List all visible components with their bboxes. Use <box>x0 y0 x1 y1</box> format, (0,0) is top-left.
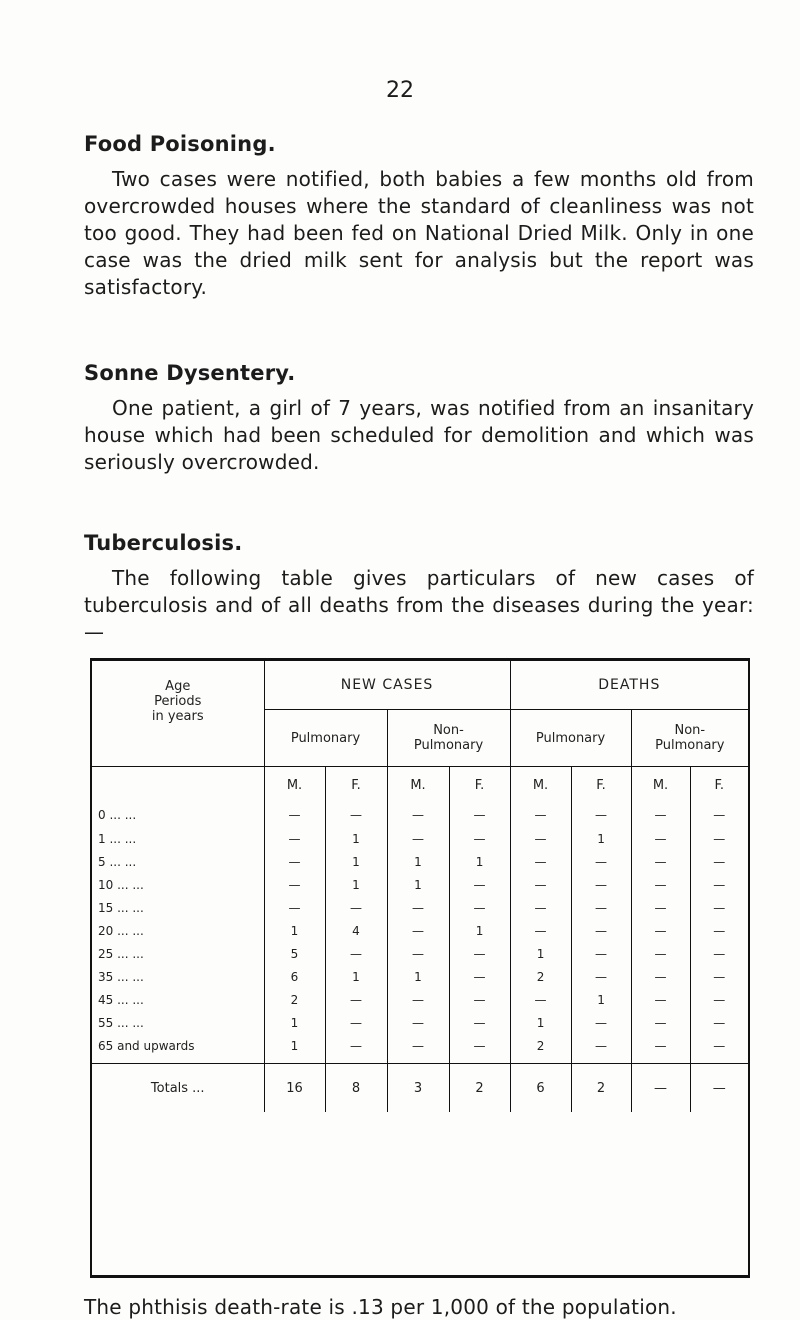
table-row <box>92 942 748 965</box>
deaths-header: DEATHS <box>510 661 748 710</box>
table-cell: — <box>631 850 690 873</box>
table-cell: — <box>449 965 510 988</box>
total-cell: 2 <box>571 1064 631 1113</box>
table-cell: — <box>631 896 690 919</box>
table-cell: — <box>713 969 726 984</box>
table-cell: — <box>713 1015 726 1030</box>
new-non-pulmonary-line-2: Pulmonary <box>413 738 484 753</box>
table-cell: — <box>449 942 510 965</box>
table-cell: — <box>713 992 726 1007</box>
table-cell: — <box>571 919 631 942</box>
table-cell: — <box>713 1038 726 1053</box>
phthisis-death-rate-note: The phthisis death-rate is .13 per 1,000 of the population. <box>84 1295 677 1319</box>
table-cell: — <box>325 803 387 827</box>
table-cell: — <box>325 1011 387 1034</box>
deaths-non-pulmonary-line-1: Non- <box>674 723 706 738</box>
table-cell: — <box>387 1034 449 1064</box>
table-cell: — <box>264 827 325 850</box>
table-cell: 1 <box>264 1011 325 1034</box>
table-cell: — <box>264 896 325 919</box>
table-cell: 1 <box>325 873 387 896</box>
table-row <box>92 965 748 988</box>
age-period-cell: 45 ... ... <box>92 988 264 1011</box>
total-cell: 16 <box>264 1064 325 1113</box>
age-period-cell: 65 and upwards <box>92 1034 264 1064</box>
new-non-pulmonary-line-1: Non- <box>433 723 464 738</box>
table-cell: — <box>713 831 726 846</box>
table-cell: — <box>325 1034 387 1064</box>
table-cell: — <box>631 988 690 1011</box>
total-cell: — <box>690 1064 748 1113</box>
table-cell: 2 <box>264 988 325 1011</box>
age-blank-cell <box>92 767 264 804</box>
table-cell: — <box>631 965 690 988</box>
table-cell: 1 <box>387 965 449 988</box>
age-period-cell: 5 ... ... <box>92 850 264 873</box>
table-cell: — <box>449 827 510 850</box>
table-cell: — <box>449 1011 510 1034</box>
age-header-line-3: in years <box>151 709 204 724</box>
total-cell: 6 <box>510 1064 571 1113</box>
table-cell: — <box>387 1011 449 1034</box>
table-cell: 1 <box>387 850 449 873</box>
table-cell: — <box>571 803 631 827</box>
table-cell: — <box>571 965 631 988</box>
table-cell: — <box>571 1011 631 1034</box>
table-cell: 4 <box>325 919 387 942</box>
table-cell: — <box>449 803 510 827</box>
table-cell: — <box>571 873 631 896</box>
sex-f-header: F. <box>690 767 748 804</box>
table-cell: 1 <box>325 827 387 850</box>
table-cell: 1 <box>264 919 325 942</box>
table-cell: — <box>325 988 387 1011</box>
tuberculosis-heading: Tuberculosis. <box>84 531 243 555</box>
table-cell: 1 <box>510 1011 571 1034</box>
table-cell: 2 <box>510 965 571 988</box>
page-number: 22 <box>386 78 414 103</box>
table-cell: — <box>510 873 571 896</box>
table-cell: — <box>449 873 510 896</box>
table-cell: — <box>713 900 726 915</box>
table-row <box>92 896 748 919</box>
table-cell: — <box>631 827 690 850</box>
table-cell: 1 <box>325 850 387 873</box>
table-cell: 6 <box>264 965 325 988</box>
table-cell: — <box>631 942 690 965</box>
age-period-cell: 10 ... ... <box>92 873 264 896</box>
age-period-cell: 35 ... ... <box>92 965 264 988</box>
table-cell: — <box>387 896 449 919</box>
tuberculosis-table <box>90 658 750 1278</box>
sex-f-header: F. <box>449 767 510 804</box>
sex-m-header: M. <box>631 767 690 804</box>
age-period-cell: 15 ... ... <box>92 896 264 919</box>
table-row <box>92 827 748 850</box>
table-cell: — <box>325 896 387 919</box>
sonne-dysentery-heading: Sonne Dysentery. <box>84 361 296 385</box>
total-cell: 8 <box>325 1064 387 1113</box>
table-cell: — <box>510 803 571 827</box>
table-cell: — <box>387 803 449 827</box>
new-pulmonary-header: Pulmonary <box>264 710 387 767</box>
table-row <box>92 919 748 942</box>
total-cell: 2 <box>449 1064 510 1113</box>
table-cell: — <box>449 1034 510 1064</box>
table-cell: — <box>571 942 631 965</box>
table-cell: 1 <box>449 919 510 942</box>
sex-f-header: F. <box>571 767 631 804</box>
new-non-pulmonary-header <box>387 710 510 767</box>
table-cell: — <box>631 873 690 896</box>
totals-label: Totals ... <box>92 1064 264 1113</box>
table-row <box>92 873 748 896</box>
deaths-non-pulmonary-header <box>631 710 748 767</box>
table-cell: 1 <box>264 1034 325 1064</box>
age-period-cell: 0 ... ... <box>92 803 264 827</box>
table-cell: — <box>571 850 631 873</box>
table-cell: 1 <box>510 942 571 965</box>
tuberculosis-section <box>84 531 754 646</box>
table-row <box>92 803 748 827</box>
table-cell: 2 <box>510 1034 571 1064</box>
table-cell: 1 <box>571 827 631 850</box>
total-cell: — <box>631 1064 690 1113</box>
table-cell: 1 <box>449 850 510 873</box>
table-cell: — <box>510 896 571 919</box>
table-cell: — <box>387 942 449 965</box>
table-cell: — <box>325 942 387 965</box>
table-row <box>92 1011 748 1034</box>
table-row <box>92 1034 748 1064</box>
sex-m-header: M. <box>510 767 571 804</box>
table-cell: — <box>631 803 690 827</box>
table-row <box>92 988 748 1011</box>
age-period-cell: 20 ... ... <box>92 919 264 942</box>
sex-header-row <box>92 767 748 804</box>
table-cell: — <box>631 919 690 942</box>
table-cell: — <box>510 850 571 873</box>
table-cell: — <box>510 988 571 1011</box>
totals-row <box>92 1064 748 1113</box>
table-cell: — <box>571 1034 631 1064</box>
table-cell: — <box>264 873 325 896</box>
sex-m-header: M. <box>264 767 325 804</box>
food-poisoning-paragraph: Two cases were notified, both babies a few months old from overcrowded houses where the standard of cleanliness was not too good. They had been fed on National Dried Milk. Only in one case was the dried milk sent for analysis but the report was satisfactory. <box>84 167 754 299</box>
table-cell: 1 <box>325 965 387 988</box>
table-row <box>92 850 748 873</box>
table-cell: 1 <box>387 873 449 896</box>
table-cell: — <box>631 1034 690 1064</box>
table-cell: — <box>713 808 726 822</box>
age-period-cell: 55 ... ... <box>92 1011 264 1034</box>
table-cell: — <box>264 850 325 873</box>
total-cell: 3 <box>387 1064 449 1113</box>
new-cases-header: NEW CASES <box>264 661 510 710</box>
table-cell: — <box>449 988 510 1011</box>
table-cell: — <box>713 923 726 938</box>
age-header-line-1: Age <box>165 679 191 694</box>
table-cell: — <box>387 827 449 850</box>
table-body <box>92 803 748 1064</box>
sonne-dysentery-section <box>84 361 754 476</box>
table-cell: — <box>510 827 571 850</box>
table-cell: 1 <box>571 988 631 1011</box>
age-period-cell: 25 ... ... <box>92 942 264 965</box>
sonne-dysentery-paragraph: One patient, a girl of 7 years, was notified from an insanitary house which had been scheduled for demolition and which was seriously overcrowded. <box>84 396 754 474</box>
deaths-pulmonary-header: Pulmonary <box>510 710 631 767</box>
sex-m-header: M. <box>387 767 449 804</box>
table-cell: — <box>631 1011 690 1034</box>
food-poisoning-heading: Food Poisoning. <box>84 132 276 156</box>
table-cell: — <box>387 988 449 1011</box>
table-cell: — <box>713 877 726 892</box>
food-poisoning-section <box>84 132 754 301</box>
table-cell: — <box>571 896 631 919</box>
table-cell: — <box>510 919 571 942</box>
tuberculosis-paragraph: The following table gives particulars of new cases of tuberculosis and of all deaths from the diseases during the year:— <box>84 566 754 644</box>
table-cell: — <box>387 919 449 942</box>
age-header-line-2: Periods <box>154 694 202 709</box>
age-header <box>92 661 264 767</box>
table-cell: — <box>713 854 726 869</box>
table-cell: 5 <box>264 942 325 965</box>
table-cell: — <box>713 946 726 961</box>
sex-f-header: F. <box>325 767 387 804</box>
deaths-non-pulmonary-line-2: Pulmonary <box>655 738 725 753</box>
age-period-cell: 1 ... ... <box>92 827 264 850</box>
table-cell: — <box>449 896 510 919</box>
table-cell: — <box>264 803 325 827</box>
